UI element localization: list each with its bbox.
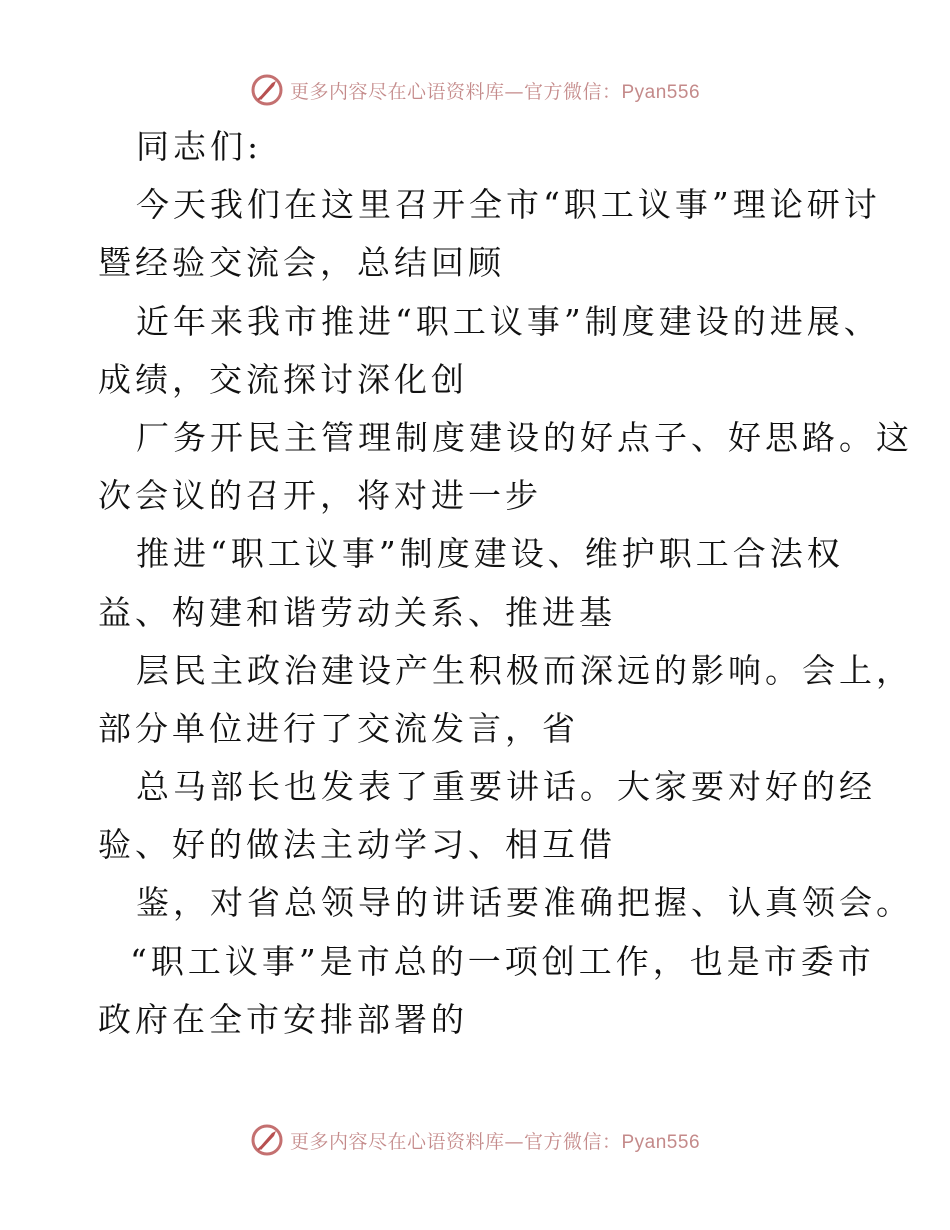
text-line: 部分单位进行了交流发言，省 [98,708,579,748]
text-line: 次会议的召开，将对进一步 [98,476,542,516]
text-line: 推进“职工议事”制度建设、维护职工合法权 [136,534,844,574]
text-line: 验、好的做法主动学习、相互借 [98,825,616,865]
text-line: 总马部长也发表了重要讲话。大家要对好的经 [136,767,876,807]
quill-logo-icon [250,73,284,107]
quill-logo-icon [250,1123,284,1157]
watermark-text: 更多内容尽在心语资料库—官方微信：Pyan556 [289,80,701,103]
header-watermark [0,70,950,110]
text-line: 鉴，对省总领导的讲话要准确把握、认真领会。 [136,883,913,923]
text-line: 厂务开民主管理制度建设的好点子、好思路。这 [136,417,913,457]
text-line: 政府在全市安排部署的 [98,999,468,1039]
text-line: 近年来我市推进“职工议事”制度建设的进展、 [136,301,881,341]
text-line: 成绩，交流探讨深化创 [98,359,468,399]
footer-watermark [0,1120,950,1160]
document-body [98,118,913,1049]
salutation-line: 同志们: [136,127,263,166]
text-line: 暨经验交流会，总结回顾 [98,243,505,283]
text-line: 层民主政治建设产生积极而深远的影响。会上， [136,650,913,690]
text-line: 益、构建和谐劳动关系、推进基 [98,592,616,632]
text-line: 今天我们在这里召开全市“职工议事”理论研讨 [136,185,881,225]
text-line: “职工议事”是市总的一项创工作，也是市委市 [130,941,875,981]
watermark-text: 更多内容尽在心语资料库—官方微信：Pyan556 [289,1130,701,1153]
